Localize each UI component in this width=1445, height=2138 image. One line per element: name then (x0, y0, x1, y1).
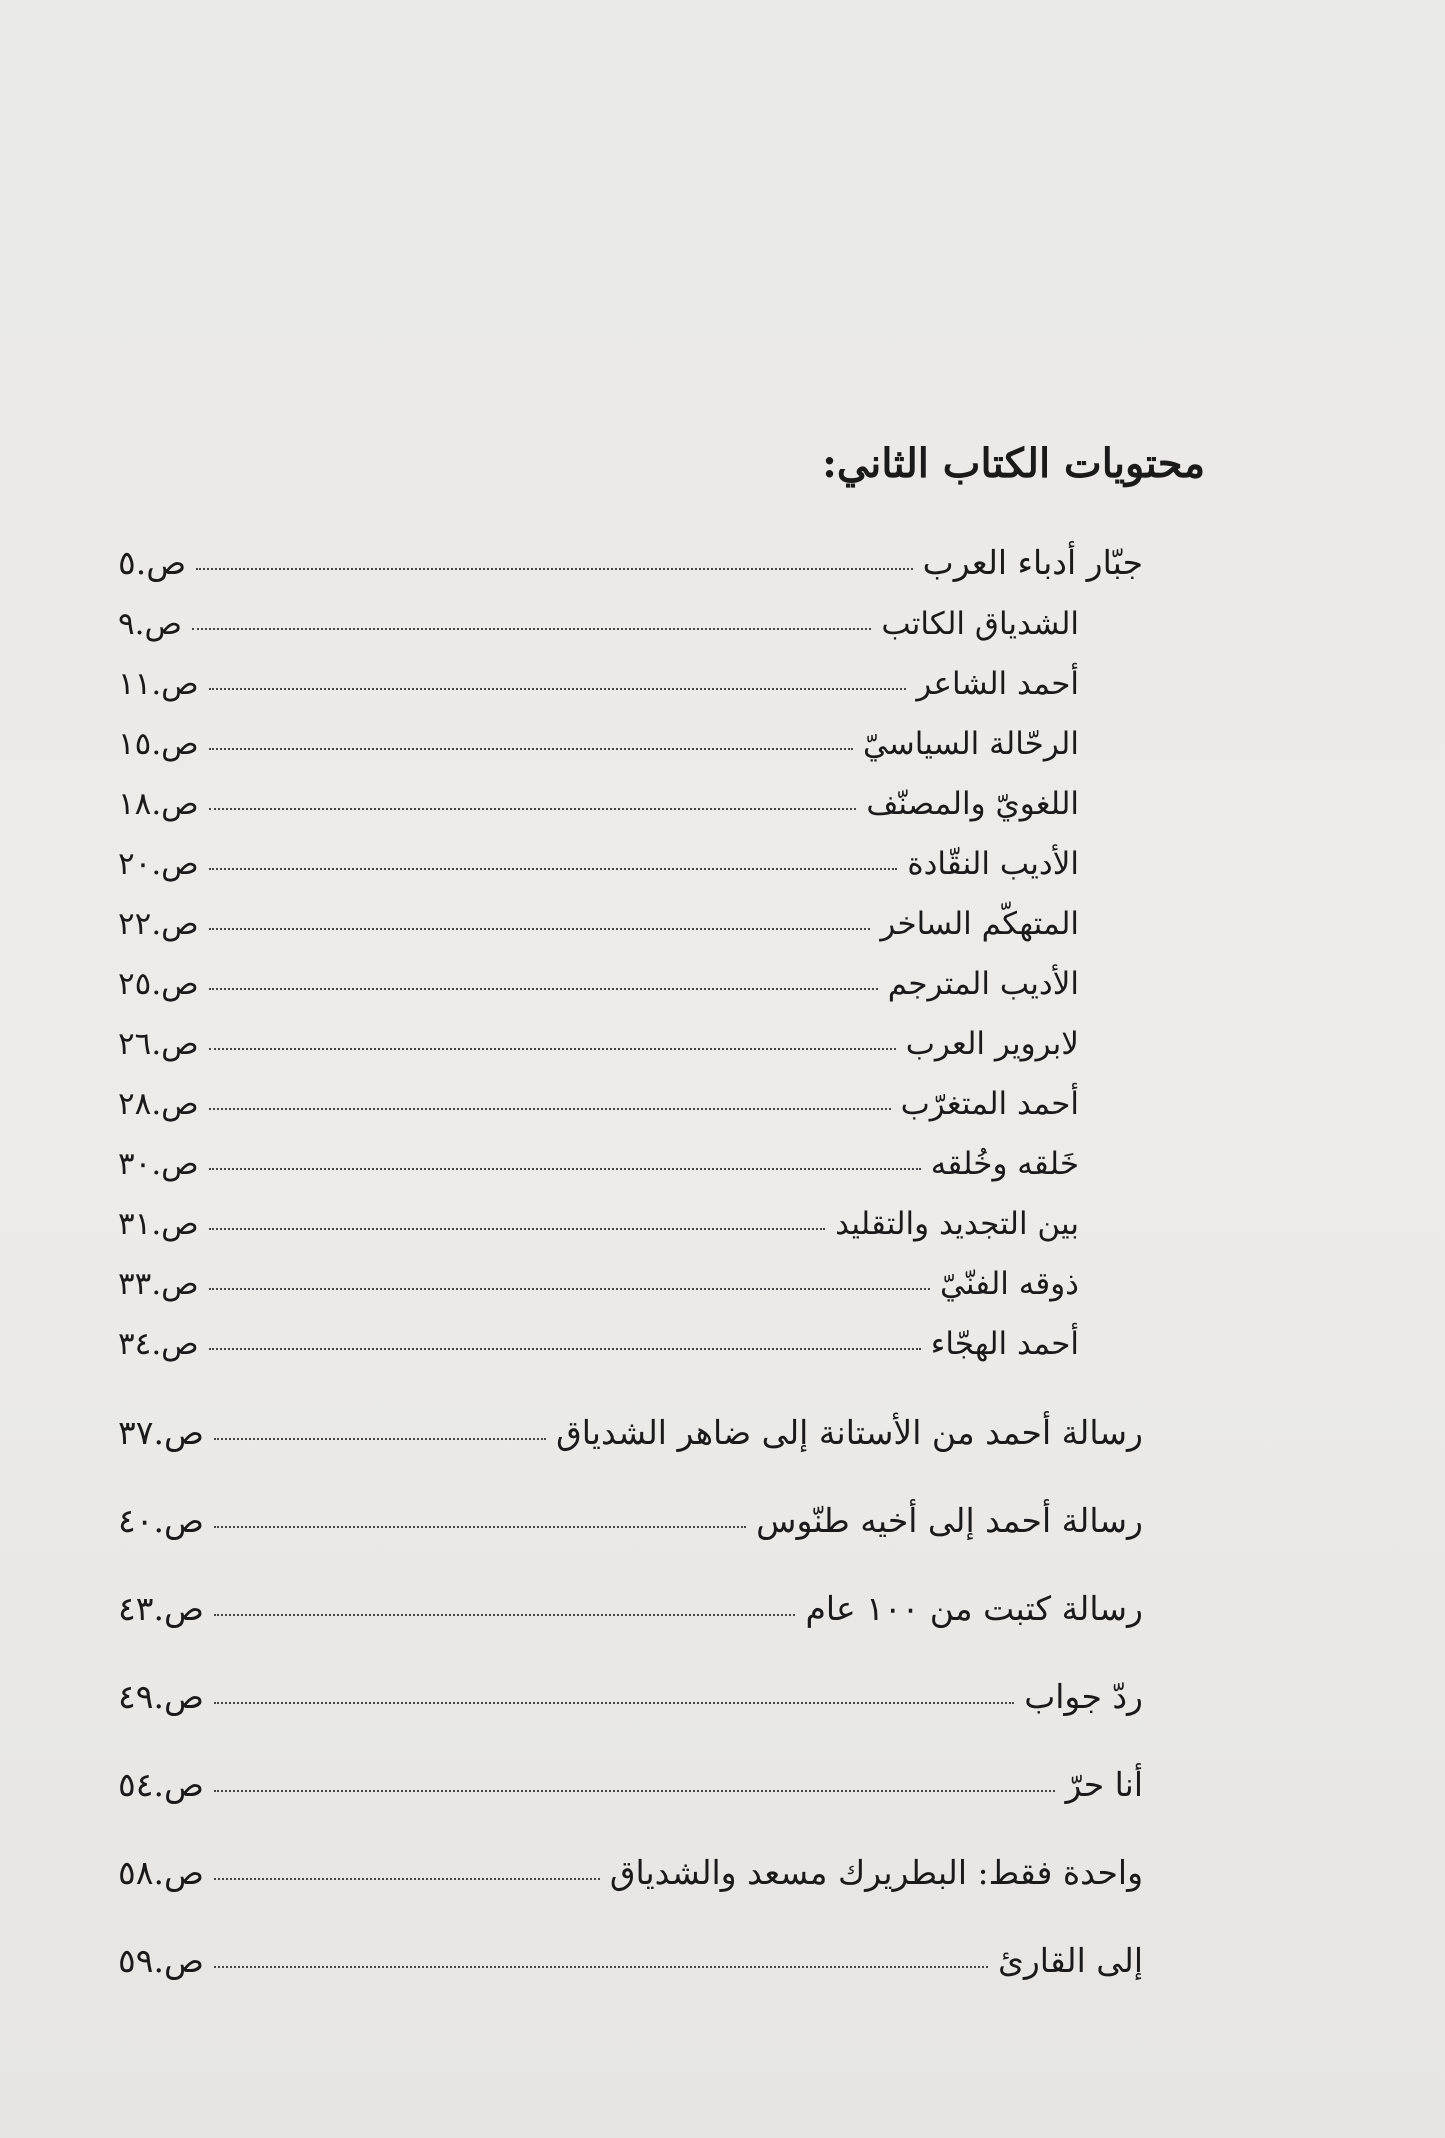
toc-entry-title: إلى القارئ (998, 1941, 1143, 1980)
toc-entry-title: واحدة فقط: البطريرك مسعد والشدياق (609, 1853, 1143, 1892)
toc-entry (118, 1490, 1143, 1540)
toc-entry (118, 1666, 1143, 1716)
toc-entry-title: ردّ جواب (1024, 1677, 1143, 1716)
toc-entry-title: رسالة كتبت من ١٠٠ عام (805, 1589, 1143, 1628)
toc-entry-page: ص.٢٦ (118, 1026, 199, 1062)
toc-entry (118, 832, 1079, 882)
dot-leader (209, 1227, 826, 1230)
toc-entry (118, 1842, 1143, 1892)
toc-entry-title: اللغويّ والمصنّف (866, 786, 1079, 822)
toc-entry (118, 1072, 1079, 1122)
toc-entry (118, 712, 1079, 762)
toc-entry-title: بين التجديد والتقليد (835, 1206, 1079, 1242)
toc-entry-page: ص.١٥ (118, 726, 199, 762)
toc-entry (118, 1132, 1079, 1182)
contents-heading: محتويات الكتاب الثاني: (822, 440, 1205, 487)
toc-entry-title: رسالة أحمد من الأستانة إلى ضاهر الشدياق (556, 1413, 1143, 1452)
toc-entry-page: ص.٣١ (118, 1206, 199, 1242)
toc-entry-title: جبّار أدباء العرب (922, 543, 1143, 582)
dot-leader (196, 567, 913, 570)
toc-entry (118, 772, 1079, 822)
dot-leader (209, 687, 907, 690)
toc-entry-page: ص.٥٤ (118, 1765, 204, 1804)
dot-leader (209, 1347, 921, 1350)
toc-entry-page: ص.١١ (118, 666, 199, 702)
toc-entry-page: ص.٥ (118, 543, 187, 582)
toc-entry (118, 1312, 1079, 1362)
dot-leader (209, 1047, 896, 1050)
dot-leader (192, 627, 871, 630)
toc-entry-page: ص.٤٣ (118, 1589, 204, 1628)
toc-entry-page: ص.٣٧ (118, 1413, 204, 1452)
toc-entry-page: ص.٥٩ (118, 1941, 204, 1980)
toc-entry-title: رسالة أحمد إلى أخيه طنّوس (756, 1501, 1143, 1540)
toc-entry-page: ص.٣٤ (118, 1326, 199, 1362)
toc-entry-page: ص.٣٣ (118, 1266, 199, 1302)
toc-entry (118, 1192, 1079, 1242)
toc-entry-page: ص.٢٥ (118, 966, 199, 1002)
dot-leader (214, 1789, 1056, 1792)
toc-entry (118, 532, 1143, 582)
dot-leader (209, 747, 853, 750)
dot-leader (214, 1525, 746, 1528)
dot-leader (214, 1437, 546, 1440)
toc-entry-title: لابروير العرب (905, 1026, 1079, 1062)
toc-entry-title: الأديب النقّادة (907, 846, 1079, 882)
toc-entry-title: خَلقه وخُلقه (930, 1146, 1079, 1182)
toc-entry (118, 1012, 1079, 1062)
dot-leader (209, 1287, 930, 1290)
dot-leader (209, 867, 898, 870)
toc-entry-title: ذوقه الفنّيّ (939, 1266, 1079, 1302)
toc-entry-title: أحمد المتغرّب (900, 1086, 1079, 1122)
toc-entry-title: الرحّالة السياسيّ (862, 726, 1079, 762)
dot-leader (209, 807, 857, 810)
dot-leader (214, 1965, 988, 1968)
toc-entry-page: ص.٥٨ (118, 1853, 204, 1892)
toc-entry-title: الشدياق الكاتب (881, 606, 1079, 642)
dot-leader (209, 1107, 891, 1110)
toc-entry-title: أنا حرّ (1065, 1765, 1143, 1804)
toc-entry (118, 652, 1079, 702)
toc-entry-page: ص.٤٩ (118, 1677, 204, 1716)
toc-entry (118, 1930, 1143, 1980)
toc-entry-page: ص.٤٠ (118, 1501, 204, 1540)
toc-entry-title: أحمد الشاعر (916, 666, 1079, 702)
dot-leader (209, 987, 878, 990)
dot-leader (214, 1613, 796, 1616)
dot-leader (214, 1701, 1014, 1704)
toc-entry (118, 592, 1079, 642)
toc-entry (118, 1754, 1143, 1804)
toc-entry (118, 1578, 1143, 1628)
toc-entry (118, 1402, 1143, 1452)
dot-leader (209, 1167, 921, 1170)
toc-entry-title: المتهكّم الساخر (880, 906, 1079, 942)
toc-entry-page: ص.١٨ (118, 786, 199, 822)
toc-entry (118, 952, 1079, 1002)
toc-entry-page: ص.٢٢ (118, 906, 199, 942)
dot-leader (214, 1877, 600, 1880)
toc-entry (118, 1252, 1079, 1302)
toc-entry-page: ص.٢٠ (118, 846, 199, 882)
toc-entry-page: ص.٣٠ (118, 1146, 199, 1182)
toc-entry (118, 892, 1079, 942)
toc-entry-page: ص.٢٨ (118, 1086, 199, 1122)
toc-entry-title: أحمد الهجّاء (930, 1326, 1079, 1362)
toc-entry-page: ص.٩ (118, 606, 182, 642)
dot-leader (209, 927, 871, 930)
toc-entry-title: الأديب المترجم (887, 966, 1079, 1002)
